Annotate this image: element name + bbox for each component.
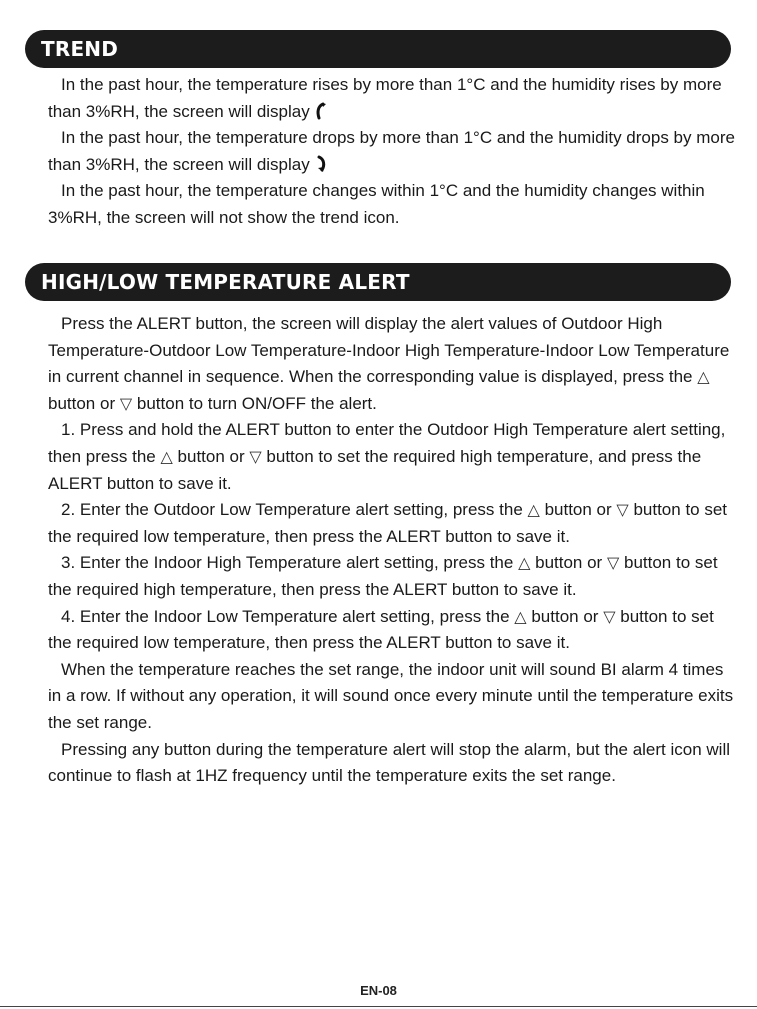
section-header-alert bbox=[25, 263, 731, 301]
alert-body bbox=[48, 311, 738, 790]
alert-paragraph-step-4: 4. Enter the Indoor Low Temperature alert setting, press the △ button or ▽ button to set the required low temperature, then press the ALERT button to save it. bbox=[48, 606, 714, 653]
alert-paragraph-step-1: 1. Press and hold the ALERT button to enter the Outdoor High Temperature alert setting, then press the △ button or ▽ button to set the required high temperature, and press the ALERT button to save it. bbox=[48, 420, 726, 493]
alert-paragraph-step-3: 3. Enter the Indoor High Temperature alert setting, press the △ button or ▽ button to set the required high temperature, then press the ALERT button to save it. bbox=[48, 553, 718, 599]
alert-paragraph-alarm: When the temperature reaches the set range, the indoor unit will sound BI alarm 4 times in a row. If without any operation, it will sound once every minute until the temperature exits the set range. bbox=[48, 659, 734, 732]
up-triangle-icon: △ bbox=[514, 606, 527, 626]
alert-paragraph-step-2: 2. Enter the Outdoor Low Temperature alert setting, press the △ button or ▽ button to set the required low temperature, then press the ALERT button to save it. bbox=[48, 500, 728, 546]
section-title-trend: TREND bbox=[41, 37, 119, 61]
alert-paragraph-stop: Pressing any button during the temperature alert will stop the alarm, but the alert icon will continue to flash at 1HZ frequency until the temperature exits the set range. bbox=[48, 739, 731, 786]
trend-paragraph-stable: In the past hour, the temperature changes within 1°C and the humidity changes within 3%RH, the screen will not show the trend icon. bbox=[48, 181, 705, 227]
trend-falling-icon bbox=[314, 155, 328, 173]
up-triangle-icon: △ bbox=[518, 553, 531, 573]
down-triangle-icon: ▽ bbox=[606, 553, 620, 573]
down-triangle-icon: ▽ bbox=[616, 500, 629, 520]
down-triangle-icon: ▽ bbox=[249, 446, 262, 466]
up-triangle-icon: △ bbox=[697, 367, 710, 387]
footer-divider bbox=[0, 1006, 757, 1007]
trend-paragraph-rise: In the past hour, the temperature rises by more than 1°C and the humidity rises by more than 3%RH, the screen will display bbox=[48, 75, 722, 121]
section-title-alert: HIGH/LOW TEMPERATURE ALERT bbox=[41, 270, 410, 294]
down-triangle-icon: ▽ bbox=[603, 606, 616, 626]
alert-paragraph-intro: Press the ALERT button, the screen will display the alert values of Outdoor High Temperature-Outdoor Low Temperature-Indoor High Temperature-Indoor Low Temperature in current channel in sequence. When the corresponding value is displayed, press the △ button or ▽ button to turn ON/OFF the alert. bbox=[48, 314, 730, 413]
up-triangle-icon: △ bbox=[527, 500, 540, 520]
down-triangle-icon: ▽ bbox=[119, 393, 133, 413]
trend-paragraph-drop: In the past hour, the temperature drops by more than 1°C and the humidity drops by more than 3%RH, the screen will display bbox=[48, 128, 735, 174]
section-header-trend bbox=[25, 30, 731, 68]
up-triangle-icon: △ bbox=[160, 446, 173, 466]
page-number: EN-08 bbox=[360, 983, 397, 998]
trend-rising-icon bbox=[314, 102, 328, 120]
trend-body bbox=[48, 72, 738, 232]
